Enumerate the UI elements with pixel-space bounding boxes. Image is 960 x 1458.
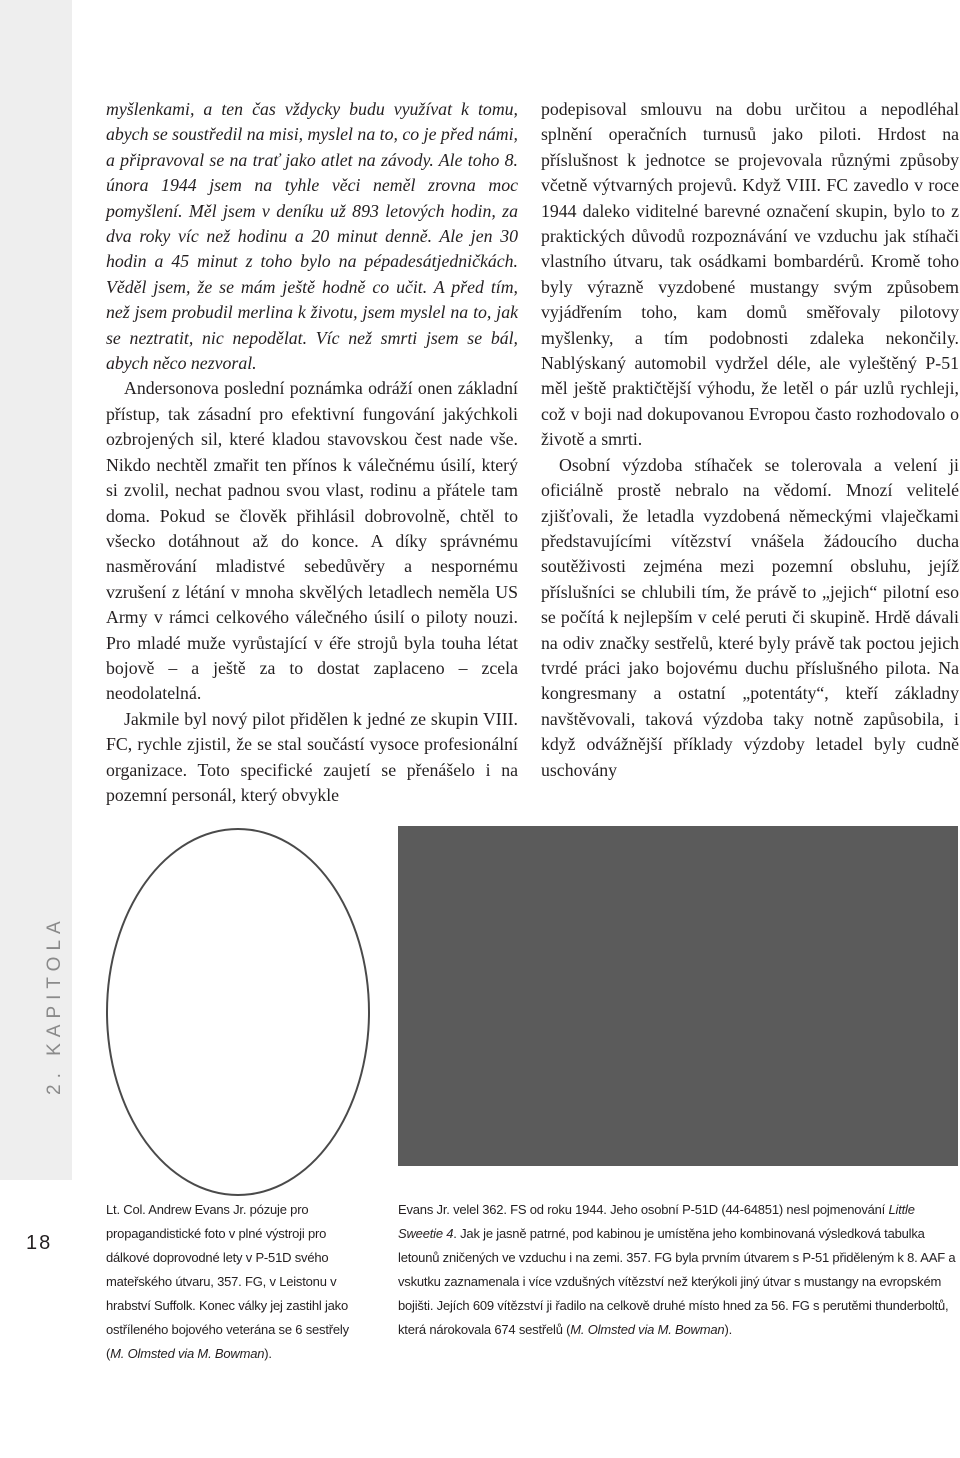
caption-text-end: ). [264,1346,272,1361]
body-paragraph: Osobní výzdoba stíhaček se tolerovala a velení ji oficiálně prostě nebralo na vědomí. Mnozí velitelé zjišťovali, že letadla vyzdobená německými vlaječkami představujícími vítězství vnášela žádoucího ducha soutěživosti zejména mezi pozemní obsluhu, jejíž příslušníci se chlubili tím, že právě to „jejich“ pilotní eso se počítá k nejlepším v celé peruti či skupině. Hrdě dávali na odiv značky sestřelů, které byly právě tak poctou jejich tvrdé práci jako bojovému duchu příslušného pilota. Na kongresmany a ostatní „potentáty“, kteří základny navštěvovali, taková výzdoba taky notně zapůsobila, i když odvážnější příklady výzdoby letadel byly cudně uschovány [541,454,959,780]
photo-credit: M. Olmsted via M. Bowman [110,1346,265,1361]
right-text-column [541,97,959,783]
portrait-photo [106,828,370,1196]
body-paragraph: podepisoval smlouvu na dobu určitou a nepodléhal splnění operačních turnusů jako piloti. Hrdost na příslušnost k jednotce se projevovala různými způsoby včetně výtvarných projevů. Když VIII. FC zavedlo v roce 1944 daleko viditelné barevné označení skupin, bylo to z praktických důvodů rozpoznávání ve vzduchu jak stíhači vlastního útvaru, tak osádkami bombardérů. Kromě toho byly výrazně vyzdobené mustangy svým způsobem vyjádřením toho, kam domů směřovaly pilotovy myšlenky, a tím podobnosti zdaleka nekončily. Nablýskaný automobil vydržel déle, ale vyleštěný P-51 měl ještě praktičtější výhodu, že letěl o pár uzlů rychleji, což v boji nad dokupovanou Evropou často rozhodovalo o životě a smrti. [541,99,959,450]
aircraft-caption [398,1198,958,1342]
left-text-column [106,97,518,808]
caption-text-end: ). [724,1322,732,1337]
aircraft-name: Little Sweetie 4 [398,1202,915,1241]
page-number: 18 [26,1232,53,1254]
body-paragraph: Jakmile byl nový pilot přidělen k jedné ze skupin VIII. FC, rychle zjistil, že se stal součástí vysoce profesionální organizace. Toto specifické zaujetí se přenášelo i na pozemní personál, který obvykle [106,708,518,805]
chapter-label: 2. KAPITOLA [44,915,65,1095]
caption-text: . Jak je jasně patrné, pod kabinou je umístěna jeho kombinovaná výsledková tabulka letounů zničených ve vzduchu i na zemi. 357. FG byla prvním útvarem s P-51 přiděleným k 8. AAF a vskutku zaznamenala i více vzdušných vítězství než kterýkoli jiný útvar s mustangy na evropském bojišti. Jejích 609 vítězství ji řadilo na celkově druhé místo hned za 56. FG s perutěmi thunderboltů, která nárokovala 674 sestřelů ( [398,1226,956,1337]
quote-paragraph: myšlenkami, a ten čas vždycky budu využívat k tomu, abych se soustředil na misi, myslel na to, co je před námi, a připravoval se na trať jako atlet na závody. Ale toho 8. února 1944 jsem na tyhle věci neměl zrovna moc pomyšlení. Měl jsem v deníku už 893 letových hodin, za dva roky víc než hodinu a 20 minut denně. Ale jen 30 hodin a 45 minut z toho bylo na pépadesátjedničkách. Věděl jsem, že se mám ještě hodně co učit. A před tím, než jsem probudil merlina k životu, jsem myslel na to, jak se neztratit, nic nepodělat. Víc než smrti jsem se bál, abych něco nezvoral. [106,99,518,374]
caption-text: Lt. Col. Andrew Evans Jr. pózuje pro propagandistické foto v plné výstroji pro dálkové doprovodné lety v P-51D svého mateřského útvaru, 357. FG, v Leistonu v hrabství Suffolk. Konec války jej zastihl jako ostříleného bojového veterána se 6 sestřely ( [106,1202,349,1361]
body-paragraph: Andersonova poslední poznámka odráží onen základní přístup, tak zásadní pro efektivní fungování jakýchkoli ozbrojených sil, které kladou stavovskou čest nade vše. Nikdo nechtěl zmařit ten přínos k válečnému úsilí, který si zvolil, nechat padnou svou vlast, rodinu a přátele tam doma. Pokud se člověk přihlásil dobrovolně, chtěl to všecko dotáhnout až do konce. A díky správnému nasměrování mladistvé sebedůvěry a nespornému vzrušení z létání v mnoha skvělých letadlech neměla US Army v rámci celkového válečného úsilí o piloty nouzi. Pro mladé muže vyrůstající v éře strojů byla touha létat bojově – a ještě za to dostat zaplaceno – zcela neodolatelná. [106,378,518,704]
portrait-caption [106,1198,368,1366]
photo-credit: M. Olmsted via M. Bowman [570,1322,725,1337]
aircraft-photo [398,826,958,1166]
caption-text: Evans Jr. velel 362. FS od roku 1944. Jeho osobní P-51D (44-64851) nesl pojmenování [398,1202,889,1217]
